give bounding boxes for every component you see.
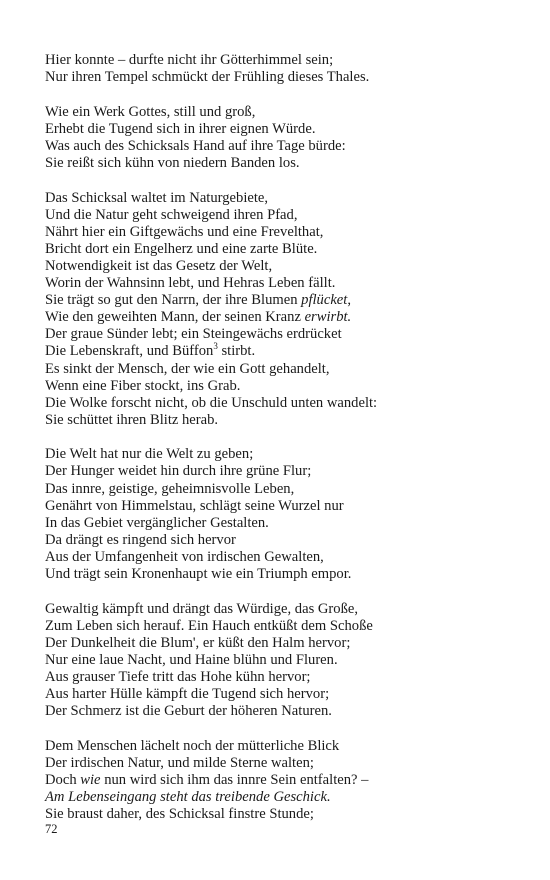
line-text: Der Hunger weidet hin durch ihre grüne Flur; [45,463,312,480]
line-text: Die Wolke forscht nicht, ob die Unschuld unten wandelt: [45,394,378,411]
poem-line [45,309,515,326]
poem-line [45,772,515,789]
line-text: Wie den geweihten Mann, der seinen Kranz [45,309,305,326]
line-text: Notwendigkeit ist das Gesetz der Welt, [45,257,273,274]
emphasis-text: wie [80,771,101,788]
line-text: Genährt von Himmelstau, schlägt seine Wurzel nur [45,497,344,514]
stanza [45,190,515,429]
poem-line [45,412,515,429]
page-number: 72 [45,822,58,836]
poem-line [45,258,515,275]
poem-line [45,498,515,515]
line-text: Die Lebenskraft, und Büffon [45,343,214,360]
line-text: Es sinkt der Mensch, der wie ein Gott gehandelt, [45,360,330,377]
poem-line [45,224,515,241]
poem-line [45,532,515,549]
poem-line [45,121,515,138]
line-text: , [347,292,351,309]
line-text: Der Dunkelheit die Blum', er küßt den Halm hervor; [45,634,351,651]
line-text: Das innre, geistige, geheimnisvolle Leben, [45,480,295,497]
line-text: Sie schüttet ihren Blitz herab. [45,411,219,428]
line-text: Die Welt hat nur die Welt zu geben; [45,446,254,463]
line-text: Wie ein Werk Gottes, still und groß, [45,103,256,120]
poem-line [45,69,515,86]
poem-line [45,190,515,207]
line-text: Und trägt sein Kronenhaupt wie ein Triumph empor. [45,566,352,583]
poem-text [45,52,515,841]
poem-line [45,618,515,635]
line-text: Nährt hier ein Giftgewächs und eine Frevelthat, [45,223,324,240]
poem-line [45,155,515,172]
line-text: Sie reißt sich kühn von niedern Banden los. [45,154,300,171]
stanza [45,52,515,86]
poem-line [45,361,515,378]
line-text: Wenn eine Fiber stockt, ins Grab. [45,377,241,394]
poem-line [45,326,515,343]
line-text: Worin der Wahnsinn lebt, und Hehras Leben fällt. [45,275,336,292]
poem-line [45,635,515,652]
line-text: Der irdischen Natur, und milde Sterne walten; [45,754,314,771]
line-text: Und die Natur geht schweigend ihren Pfad, [45,206,298,223]
poem-line [45,755,515,772]
line-text: Nur ihren Tempel schmückt der Frühling dieses Thales. [45,69,370,86]
emphasis-text: pflücket [301,292,348,309]
line-text: Aus harter Hülle kämpft die Tugend sich hervor; [45,686,330,703]
footnote-marker: 3 [213,341,218,352]
poem-line [45,549,515,566]
poem-line [45,806,515,823]
line-text: Sie trägt so gut den Narrn, der ihre Blumen [45,292,302,309]
line-text: Gewaltig kämpft und drängt das Würdige, das Große, [45,600,359,617]
poem-line [45,789,515,806]
line-text: Hier konnte – durfte nicht ihr Götterhimmel sein; [45,52,334,68]
line-text: Doch [45,771,81,788]
poem-line [45,207,515,224]
stanza [45,104,515,172]
line-text: Der graue Sünder lebt; ein Steingewächs erdrücket [45,326,342,343]
stanza [45,738,515,823]
poem-line [45,275,515,292]
line-text: Bricht dort ein Engelherz und eine zarte Blüte. [45,240,318,257]
poem-line [45,686,515,703]
line-text: Der Schmerz ist die Geburt der höheren Naturen. [45,703,332,720]
poem-line [45,378,515,395]
poem-line [45,652,515,669]
stanza [45,446,515,583]
poem-line [45,292,515,309]
poem-line [45,463,515,480]
line-text: Was auch des Schicksals Hand auf ihre Tage bürde: [45,137,346,154]
line-text: Aus grauser Tiefe tritt das Hohe kühn hervor; [45,669,311,685]
line-text: Das Schicksal waltet im Naturgebiete, [45,189,269,206]
stanza [45,601,515,721]
poem-line [45,481,515,498]
line-text: In das Gebiet vergänglicher Gestalten. [45,514,269,531]
poem-line [45,515,515,532]
poem-line [45,566,515,583]
poem-line [45,601,515,618]
emphasis-text: Am Lebenseingang steht das treibende Geschick. [45,789,331,806]
poem-line [45,703,515,720]
line-text: Dem Menschen lächelt noch der mütterliche Blick [45,737,340,754]
poem-line [45,241,515,258]
poem-line [45,395,515,412]
poem-line [45,343,515,360]
emphasis-text: erwirbt. [304,309,352,326]
poem-line [45,738,515,755]
line-text: Erhebt die Tugend sich in ihrer eignen Würde. [45,120,316,137]
line-text: nun wird sich ihm das innre Sein entfalten? – [100,771,369,788]
line-text: Nur eine laue Nacht, und Haine blühn und Fluren. [45,651,338,668]
poem-line [45,446,515,463]
poem-line [45,669,515,686]
line-text: Sie braust daher, des Schicksal finstre Stunde; [45,806,314,823]
poem-line [45,138,515,155]
poem-line [45,52,515,69]
line-text: Da drängt es ringend sich hervor [45,531,236,548]
line-text: stirbt. [217,343,256,360]
line-text: Aus der Umfangenheit von irdischen Gewalten, [45,548,324,565]
poem-line [45,104,515,121]
line-text: Zum Leben sich herauf. Ein Hauch entküßt dem Schoße [45,617,373,634]
